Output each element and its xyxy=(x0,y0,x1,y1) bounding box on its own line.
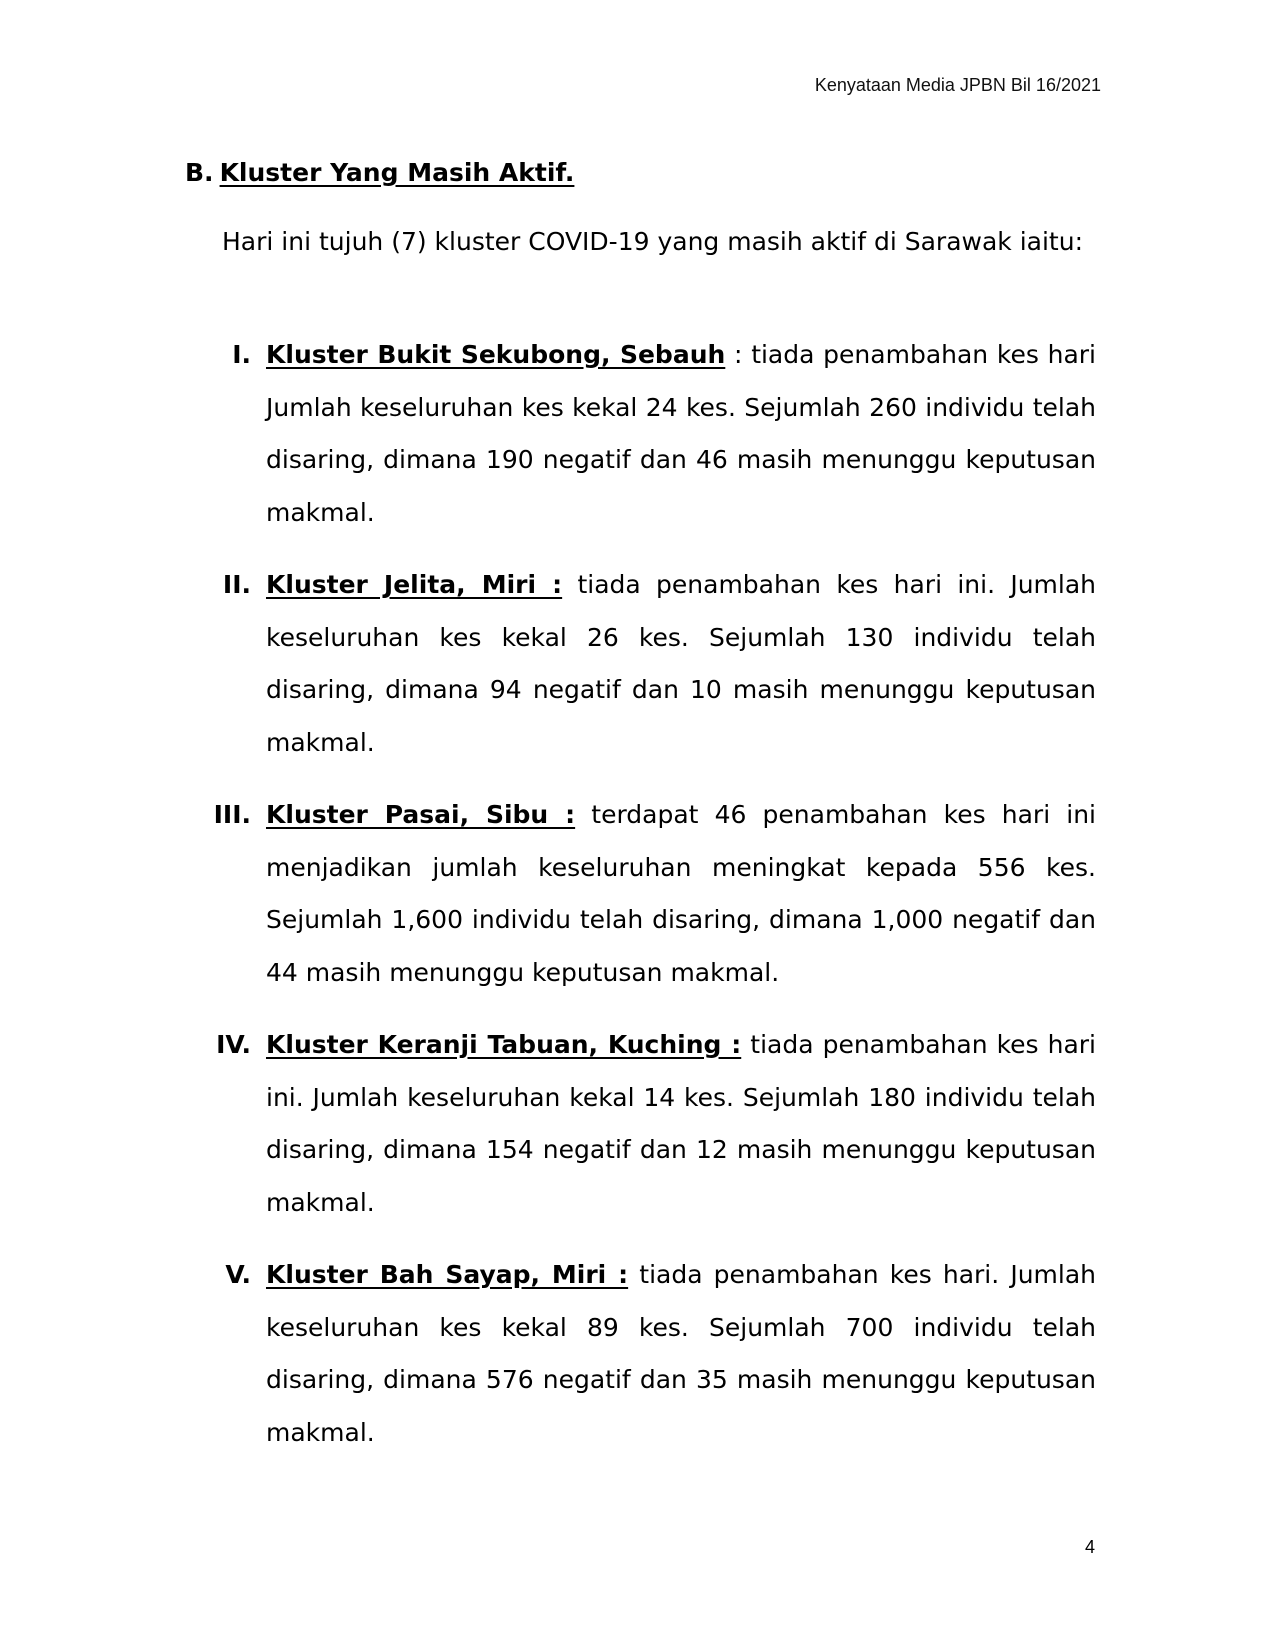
cluster-number: III. xyxy=(213,800,251,829)
cluster-item xyxy=(0,559,1275,769)
cluster-number: II. xyxy=(222,570,251,599)
cluster-number: V. xyxy=(225,1260,251,1289)
cluster-description xyxy=(266,1249,1096,1459)
section-title: Kluster Yang Masih Aktif. xyxy=(219,158,575,187)
cluster-name: Kluster Keranji Tabuan, Kuching : xyxy=(266,1030,742,1059)
cluster-list xyxy=(0,329,1275,1479)
page-header: Kenyataan Media JPBN Bil 16/2021 xyxy=(814,75,1101,95)
page-number: 4 xyxy=(1085,1537,1096,1557)
cluster-separator xyxy=(628,1260,639,1289)
cluster-description xyxy=(266,329,1096,539)
section-heading xyxy=(185,157,574,189)
cluster-name: Kluster Jelita, Miri : xyxy=(266,570,563,599)
cluster-description xyxy=(266,789,1096,999)
section-letter: B. xyxy=(185,158,214,187)
cluster-separator: : xyxy=(725,340,752,369)
cluster-item xyxy=(0,789,1275,999)
cluster-text: tiada penambahan kes hari ini. Jumlah keseluruhan kekal 14 kes. Sejumlah 180 individu telah disaring, dimana 154 negatif dan 12 masih menunggu keputusan makmal. xyxy=(266,1030,1096,1217)
cluster-item xyxy=(0,329,1275,539)
cluster-text: terdapat 46 penambahan kes hari ini menjadikan jumlah keseluruhan meningkat kepada 556 kes. Sejumlah 1,600 individu telah disaring, dimana 1,000 negatif dan 44 masih menunggu keputusan makmal. xyxy=(266,800,1096,987)
cluster-name: Kluster Bukit Sekubong, Sebauh xyxy=(266,340,726,369)
cluster-separator xyxy=(562,570,577,599)
cluster-description xyxy=(266,559,1096,769)
cluster-description xyxy=(266,1019,1096,1229)
cluster-item xyxy=(0,1019,1275,1229)
cluster-separator xyxy=(741,1030,750,1059)
cluster-number: I. xyxy=(232,340,251,369)
cluster-name: Kluster Bah Sayap, Miri : xyxy=(266,1260,629,1289)
intro-paragraph: Hari ini tujuh (7) kluster COVID-19 yang masih aktif di Sarawak iaitu: xyxy=(222,227,1083,256)
cluster-separator xyxy=(575,800,591,829)
cluster-name: Kluster Pasai, Sibu : xyxy=(266,800,576,829)
cluster-number: IV. xyxy=(216,1030,251,1059)
cluster-text: tiada penambahan kes hari Jumlah keseluruhan kes kekal 24 kes. Sejumlah 260 individu telah disaring, dimana 190 negatif dan 46 masih menunggu keputusan makmal. xyxy=(266,340,1096,527)
cluster-item xyxy=(0,1249,1275,1459)
cluster-text: tiada penambahan kes hari ini. Jumlah keseluruhan kes kekal 26 kes. Sejumlah 130 individu telah disaring, dimana 94 negatif dan 10 masih menunggu keputusan makmal. xyxy=(266,570,1097,757)
cluster-text: tiada penambahan kes hari. Jumlah keseluruhan kes kekal 89 kes. Sejumlah 700 individu telah disaring, dimana 576 negatif dan 35 masih menunggu keputusan makmal. xyxy=(266,1260,1096,1447)
